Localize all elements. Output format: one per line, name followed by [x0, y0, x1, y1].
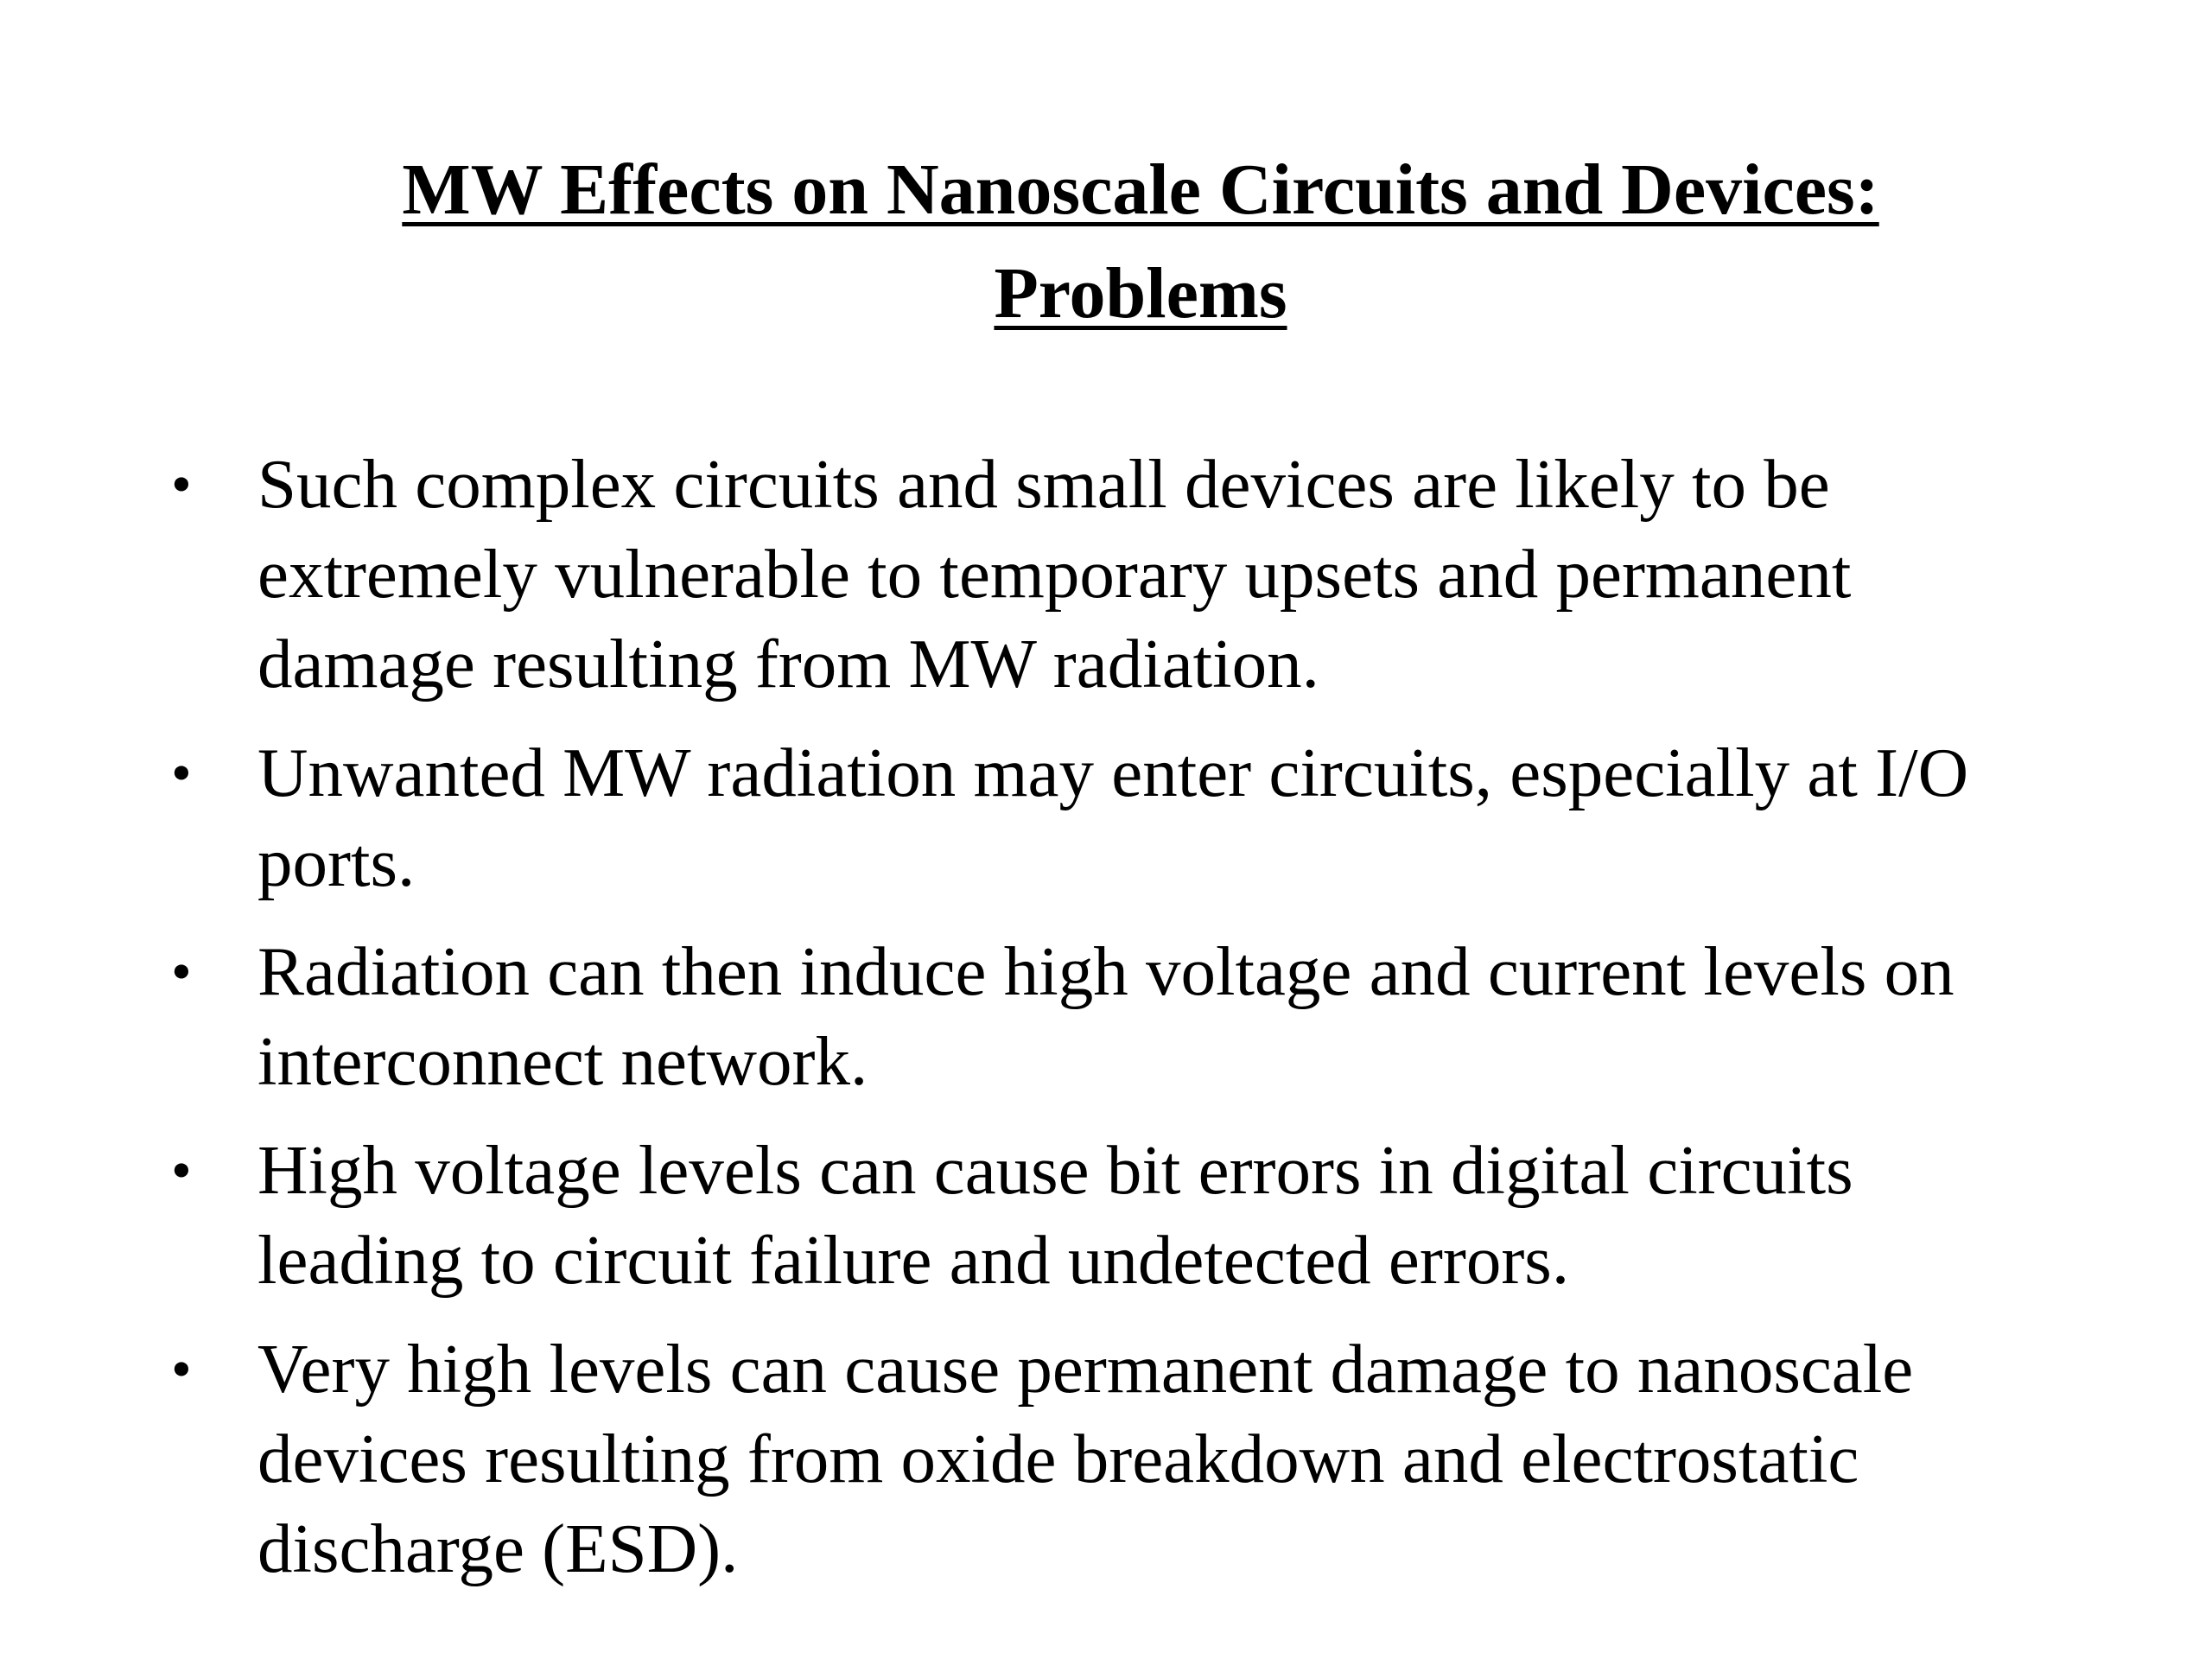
bullet-item-5 — [164, 1324, 2065, 1593]
bullet-item-1 — [164, 439, 2065, 709]
bullet-text-4: High voltage levels can cause bit errors in digital circuits leading to circuit failure and undetected errors. — [257, 1131, 1853, 1299]
bullet-text-5: Very high levels can cause permanent damage to nanoscale devices resulting from oxide breakdown and electrostatic discharge (ESD). — [257, 1330, 1914, 1587]
bullet-icon: • — [171, 451, 192, 517]
bullet-text-1: Such complex circuits and small devices are likely to be extremely vulnerable to temporary upsets and permanent damage resulting from MW radiation. — [257, 445, 1852, 702]
title-line-1: MW Effects on Nanoscale Circuits and Devices: — [402, 149, 1879, 230]
slide-title — [259, 138, 2022, 346]
bullet-icon: • — [171, 1137, 192, 1203]
bullet-list — [164, 439, 2065, 1612]
bullet-item-2 — [164, 728, 2065, 907]
bullet-icon: • — [171, 938, 192, 1004]
bullet-icon: • — [171, 740, 192, 805]
bullet-text-3: Radiation can then induce high voltage and current levels on interconnect network. — [257, 932, 1955, 1100]
bullet-icon: • — [171, 1336, 192, 1402]
bullet-item-3 — [164, 926, 2065, 1106]
bullet-item-4 — [164, 1125, 2065, 1305]
title-line-2: Problems — [994, 253, 1287, 334]
bullet-text-2: Unwanted MW radiation may enter circuits, especially at I/O ports. — [257, 734, 1969, 901]
